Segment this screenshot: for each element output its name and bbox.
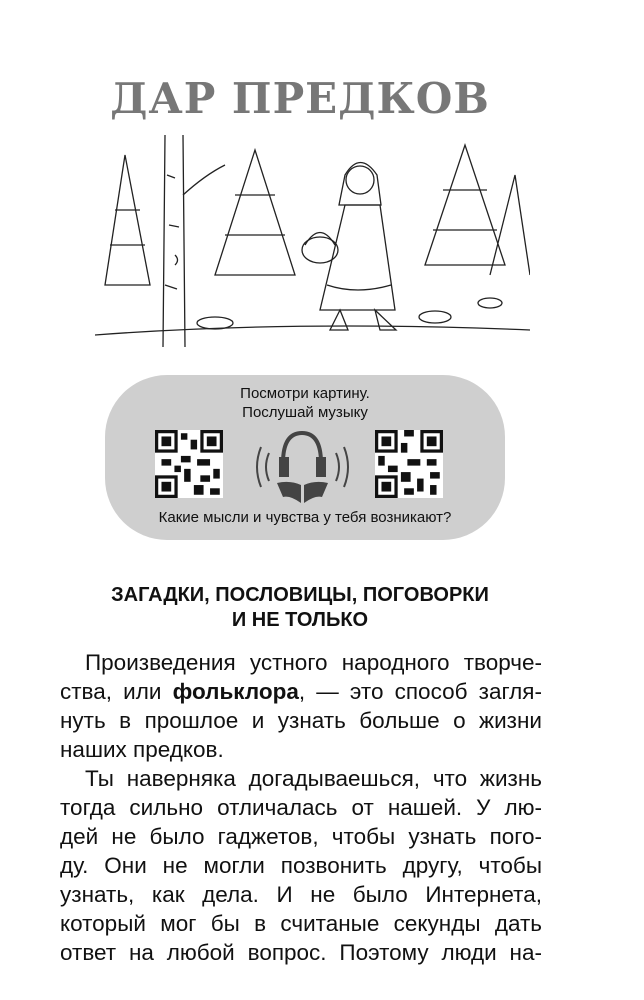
section-heading bbox=[60, 583, 540, 633]
headphones-book-icon bbox=[255, 425, 350, 505]
text-line: нуть в прошлое и узнать больше о жизни bbox=[60, 708, 542, 733]
forest-girl-illustration bbox=[95, 135, 530, 347]
qr-code-icon[interactable] bbox=[375, 430, 443, 498]
heading-line: И НЕ ТОЛЬКО bbox=[231, 609, 369, 631]
heading-line: ЗАГАДКИ, ПОСЛОВИЦЫ, ПОГОВОРКИ bbox=[111, 584, 489, 606]
girl-figure bbox=[302, 163, 396, 331]
ground-stones bbox=[95, 298, 530, 335]
callout-line2: Послушай музыку bbox=[242, 404, 368, 421]
text-line: узнать, как дела. И не было Интернета, bbox=[60, 882, 542, 907]
callout-question: Какие мысли и чувства у тебя возникают? bbox=[158, 509, 452, 526]
text-line bbox=[60, 677, 542, 706]
qr-code-icon[interactable] bbox=[155, 430, 223, 498]
callout-box bbox=[105, 375, 505, 540]
text-line: который мог бы в считаные секунды дать bbox=[60, 911, 542, 936]
birch-tree-left bbox=[163, 135, 225, 347]
text-line: дей не было гаджетов, чтобы узнать пого- bbox=[60, 824, 542, 849]
text-segment: ства, или bbox=[60, 679, 173, 704]
text-segment: , — это способ загля- bbox=[298, 679, 542, 704]
text-line: ду. Они не могли позвонить другу, чтобы bbox=[60, 853, 542, 878]
pine-trees bbox=[105, 145, 530, 285]
bold-term-folklore: фольклора bbox=[172, 679, 299, 704]
body-text bbox=[60, 648, 542, 967]
page-title: ДАР ПРЕДКОВ bbox=[110, 74, 490, 123]
text-line: Произведения устного народного творче- bbox=[85, 650, 542, 675]
text-line: Ты наверняка догадываешься, что жизнь bbox=[85, 766, 542, 791]
text-line: ответ на любой вопрос. Поэтому люди на- bbox=[60, 940, 542, 965]
text-line: тогда сильно отличалась от нашей. У лю- bbox=[60, 795, 542, 820]
callout-line1: Посмотри картину. bbox=[240, 385, 370, 402]
text-line: наших предков. bbox=[60, 737, 224, 762]
